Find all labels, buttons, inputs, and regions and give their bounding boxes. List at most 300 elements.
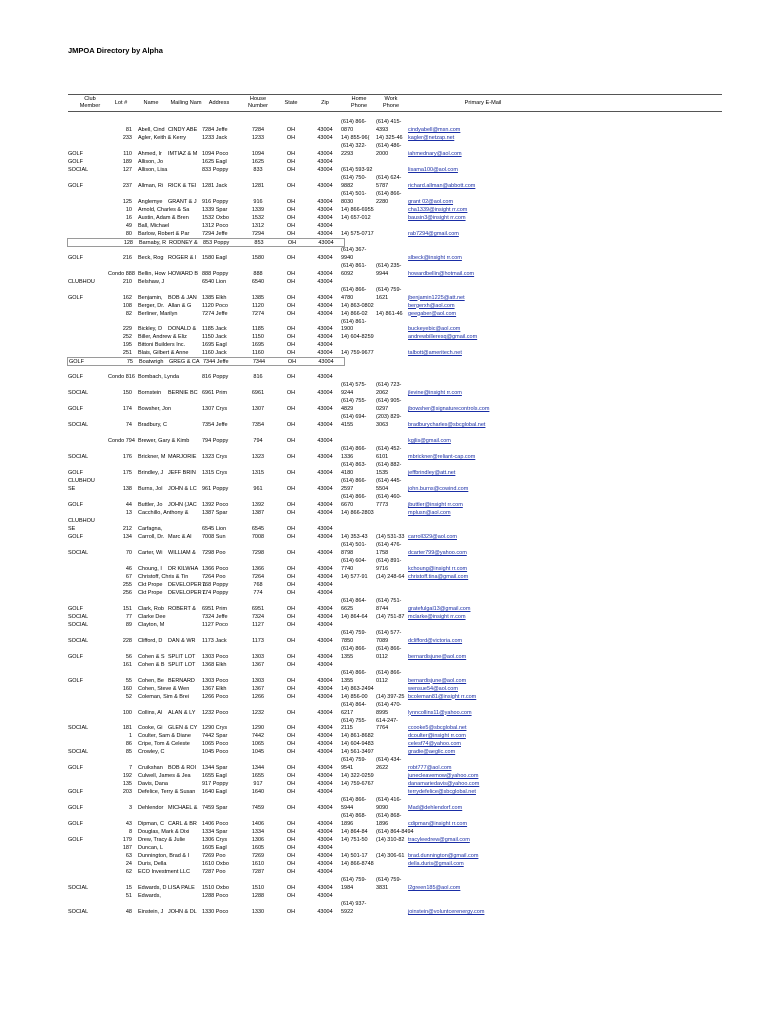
cell-addr: 6951 Prim	[202, 605, 228, 612]
cell-state: OH	[286, 502, 296, 509]
cell-state: OH	[286, 374, 296, 381]
cell-email[interactable]: jbuttler@insight rr.com	[408, 502, 463, 509]
cell-zip: 43004	[317, 685, 333, 692]
cell-house: 1185	[252, 326, 264, 333]
header-club-member: Club Member	[79, 96, 101, 109]
cell-club: SE	[68, 525, 76, 532]
cell-email[interactable]: geegaber@aol.com	[408, 310, 457, 317]
cell-email[interactable]: rab7294@gmail.com	[408, 230, 459, 237]
cell-state: OH	[286, 406, 296, 413]
cell-email[interactable]: terrydefelice@sbcglobal.net	[408, 789, 476, 796]
cell-name: Cacchillo, Anthony &	[138, 510, 189, 517]
cell-email[interactable]: carroll329@aol.com	[408, 533, 457, 540]
cell-club: SOCIAL	[68, 390, 89, 397]
cell-club: SOCIAL	[68, 613, 89, 620]
cell-lot: 176	[122, 454, 132, 461]
table-row	[68, 190, 722, 198]
cell-mail: MARJORIE	[168, 454, 197, 461]
cell-zip: 43004	[317, 741, 333, 748]
cell-work: (614) 723-	[376, 382, 402, 389]
cell-email[interactable]: mplusn@aol.com	[408, 510, 451, 517]
cell-email[interactable]: mclarke@insight rr.com	[408, 613, 466, 620]
header-state: State	[284, 100, 298, 106]
cell-home: (614) 322-	[341, 142, 367, 149]
cell-addr: 1334 Spar	[202, 829, 228, 836]
cell-addr: 1173 Jack	[202, 637, 227, 644]
cell-mail: DAN & WR	[168, 637, 196, 644]
cell-email[interactable]: brad.dunnington@gmail.com	[408, 853, 479, 860]
cell-home: 4155	[341, 422, 354, 429]
cell-email[interactable]: lynncollins11@yahoo.com	[408, 709, 472, 716]
table-row	[68, 493, 722, 501]
cell-zip: 43004	[317, 661, 333, 668]
cell-addr: 7324 Jeffe	[202, 613, 228, 620]
cell-lot: 187	[122, 845, 132, 852]
cell-zip: 43004	[317, 869, 333, 876]
cell-zip: 43004	[317, 222, 333, 229]
cell-work: (614) 577-	[376, 629, 402, 636]
table-row	[68, 485, 722, 493]
cell-lot: 110	[123, 150, 132, 157]
cell-house: 917	[253, 781, 263, 788]
cell-email[interactable]: bausin3@insight rr.com	[408, 214, 466, 221]
header-address: Address	[208, 100, 230, 106]
cell-home: (614) 864-	[341, 701, 367, 708]
cell-lot: 203	[122, 789, 132, 796]
cell-house: 833	[253, 166, 263, 173]
cell-email[interactable]: andrewbilleresq@gmail.com	[408, 334, 478, 341]
cell-name: Austin, Adam & Bren	[138, 214, 189, 221]
cell-house: 768	[253, 581, 263, 588]
cell-home: 14) 561-3497	[341, 749, 374, 756]
cell-email[interactable]: dcoulter@insight rr.com	[408, 733, 466, 740]
cell-name: Collins, Al	[138, 709, 163, 716]
table-row	[68, 796, 722, 804]
cell-home: (614) 868-	[341, 813, 367, 820]
cell-work: (614) 759-	[376, 286, 402, 293]
cell-zip: 43004	[317, 605, 333, 612]
cell-club: CLUBHOU	[68, 518, 95, 524]
table-row	[68, 828, 722, 836]
table-row	[68, 230, 722, 238]
cell-addr: 1185 Jack	[202, 326, 227, 333]
cell-addr: 7269 Poo	[202, 853, 226, 860]
table-row	[68, 629, 722, 637]
table-row	[68, 860, 722, 868]
cell-name: Bellin, How	[138, 270, 166, 277]
cell-zip: 43004	[317, 909, 333, 916]
table-row	[68, 605, 722, 613]
cell-house: 1367	[251, 685, 265, 692]
cell-lot: 175	[122, 470, 132, 477]
cell-work: 9716	[376, 565, 389, 572]
cell-home: (614) 755-	[341, 717, 367, 724]
cell-state: OH	[286, 573, 296, 580]
cell-name: Bradbury, C	[138, 422, 167, 429]
cell-email[interactable]: joinstein@voluntcerenergy.com	[408, 909, 485, 916]
cell-email[interactable]: kchoung@insight rr.com	[408, 565, 468, 572]
cell-name: Davis, Dana	[138, 781, 168, 788]
cell-club: GOLF	[68, 470, 83, 477]
cell-state: OH	[286, 302, 296, 309]
table-row	[68, 541, 722, 549]
cell-club: GOLF	[68, 821, 83, 828]
cell-zip: 43004	[317, 861, 333, 868]
cell-name: Cohen & B	[138, 661, 165, 668]
cell-name: Dehlendor	[138, 805, 164, 812]
cell-email[interactable]: lisama100@aol.com	[408, 166, 458, 173]
cell-club: GOLF	[68, 374, 83, 381]
cell-home: (614) 937-	[341, 901, 367, 908]
cell-work: (614) 868-	[376, 813, 402, 820]
cell-work: 14) 325-46	[376, 134, 403, 141]
cell-state: OH	[286, 525, 296, 532]
cell-home: (614) 604-	[341, 557, 367, 564]
cell-lot: 127	[122, 166, 132, 173]
cell-work: 14) 861-46	[376, 310, 403, 317]
cell-zip: 43004	[317, 438, 333, 445]
table-row	[68, 517, 722, 525]
table-row	[68, 884, 722, 892]
cell-lot: Condo 816	[108, 374, 135, 381]
cell-name: Brewer, Gary & Kimb	[138, 438, 190, 445]
cell-name: Berliner, Marilyn	[138, 310, 178, 317]
cell-mail: CINDY ABE	[168, 126, 198, 133]
cell-addr: 916 Poppy	[202, 198, 229, 205]
cell-email[interactable]: talbott@ameritech.net	[408, 350, 462, 357]
cell-state: OH	[286, 605, 296, 612]
table-row	[68, 365, 722, 373]
cell-lot: 74	[125, 422, 132, 429]
cell-lot: 128	[123, 239, 133, 246]
cell-house: 794	[253, 438, 263, 445]
cell-work: 5787	[376, 182, 389, 189]
cell-zip: 43004	[317, 733, 333, 740]
cell-name: Arnold, Charles & Sa	[138, 206, 190, 213]
table-row	[68, 804, 722, 812]
cell-addr: 6961 Prim	[202, 390, 228, 397]
cell-email[interactable]: ccooke5@sbcglobal.net	[408, 725, 467, 732]
cell-house: 1339	[251, 206, 265, 213]
cell-home: 14) 759-9677	[341, 350, 374, 357]
cell-email[interactable]: gratefulgal13@gmail.com	[408, 605, 471, 612]
cell-name: Bornstein	[138, 390, 162, 397]
cell-house: 7298	[251, 549, 265, 556]
table-row	[68, 597, 722, 605]
cell-lot: 16	[125, 214, 132, 221]
table-row	[68, 429, 722, 437]
cell-email[interactable]: della.duris@gmail.com	[408, 861, 464, 868]
cell-addr: 1232 Poco	[202, 709, 229, 716]
cell-mail: SPLIT LOT	[168, 661, 196, 668]
table-row	[68, 908, 722, 916]
cell-zip: 43004	[318, 239, 334, 246]
cell-state: OH	[286, 861, 296, 868]
cell-house: 7264	[251, 573, 265, 580]
cell-work: 1535	[376, 470, 389, 477]
cell-club: GOLF	[68, 254, 83, 261]
cell-work: (614) 891-	[376, 557, 402, 564]
cell-email[interactable]: bergerxh@aol.com	[408, 302, 455, 309]
cell-state: OH	[286, 390, 296, 397]
cell-house: 1392	[251, 502, 265, 509]
cell-addr: 768 Poppy	[202, 581, 229, 588]
table-row	[68, 270, 722, 278]
table-row	[68, 613, 722, 621]
header-house-number: House Number	[248, 96, 268, 109]
table-row	[68, 525, 722, 533]
cell-home: 14) 322-0259	[341, 773, 374, 780]
table-row	[68, 836, 722, 844]
cell-home: 14) 353-43	[341, 533, 368, 540]
table-row	[68, 325, 722, 333]
cell-email[interactable]: junecleavemow@yahoo.com	[408, 773, 479, 780]
cell-club: GOLF	[68, 406, 83, 413]
cell-email[interactable]: buckeyebic@aol.com	[408, 326, 461, 333]
cell-addr: 833 Poppy	[202, 166, 229, 173]
table-row	[68, 820, 722, 828]
cell-home: 8030	[341, 198, 354, 205]
cell-zip: 43004	[317, 573, 333, 580]
cell-addr: 6540 Lion	[202, 278, 227, 285]
cell-lot: 46	[125, 565, 132, 572]
table-row	[68, 198, 722, 206]
cell-zip: 43004	[317, 749, 333, 756]
cell-email[interactable]: bradburycharles@sbcglobal.net	[408, 422, 486, 429]
cell-lot: 75	[126, 359, 133, 366]
cell-email[interactable]: richard.allman@abbott.com	[408, 182, 476, 189]
cell-state: OH	[286, 853, 296, 860]
cell-name: Allison, Jo	[138, 158, 164, 165]
cell-addr: 1150 Jack	[202, 334, 227, 341]
cell-zip: 43004	[317, 637, 333, 644]
cell-state: OH	[286, 789, 296, 796]
cell-zip: 43004	[317, 470, 333, 477]
cell-state: OH	[286, 909, 296, 916]
cell-home: 1984	[341, 885, 354, 892]
cell-work: 8744	[376, 605, 389, 612]
cell-email[interactable]: l2green185@aol.com	[408, 885, 461, 892]
cell-name: Bickley, D	[138, 326, 163, 333]
cell-zip: 43004	[317, 302, 333, 309]
cell-email[interactable]: gradie@aeglic.com	[408, 749, 456, 756]
cell-home: 9244	[341, 390, 354, 397]
cell-state: OH	[286, 693, 296, 700]
cell-zip: 43004	[317, 725, 333, 732]
cell-work: (614) 905-	[376, 398, 402, 405]
cell-state: OH	[286, 733, 296, 740]
cell-zip: 43004	[317, 502, 333, 509]
cell-club: SOCIAL	[68, 166, 89, 173]
table-row	[68, 844, 722, 852]
cell-email[interactable]: jbowsher@signaturecontrols.com	[408, 406, 490, 413]
cell-name: Burns, Jol	[138, 486, 163, 493]
cell-email[interactable]: john.burns@cowind.com	[408, 486, 469, 493]
cell-mail: MICHAEL &	[168, 805, 198, 812]
cell-name: Duris, Della	[138, 861, 167, 868]
cell-email[interactable]: howardbellin@hotmail.com	[408, 270, 475, 277]
cell-email[interactable]: cha1339@insight rr.com	[408, 206, 468, 213]
cell-state: OH	[286, 845, 296, 852]
cell-name: Clarke Dee	[138, 613, 166, 620]
cell-zip: 43004	[317, 837, 333, 844]
table-row	[68, 740, 722, 748]
cell-addr: 1695 Eagl	[202, 342, 227, 349]
cell-club: GOLF	[68, 158, 83, 165]
cell-lot: 256	[122, 589, 132, 596]
cell-zip: 43004	[317, 773, 333, 780]
cell-addr: 774 Poppy	[202, 589, 229, 596]
cell-home: 14) 604-9483	[341, 741, 374, 748]
cell-home: (614) 755-	[341, 398, 367, 405]
cell-mail: JOHN & LC	[168, 486, 197, 493]
cell-state: OH	[286, 150, 296, 157]
cell-state: OH	[286, 837, 296, 844]
cell-mail: ROBERT &	[168, 605, 196, 612]
cell-addr: 1323 Crys	[202, 454, 228, 461]
cell-lot: 15	[125, 885, 132, 892]
cell-email[interactable]: christoff.tina@gmail.com	[408, 573, 469, 580]
cell-email[interactable]: kagler@netzap.net	[408, 134, 455, 141]
table-row	[68, 772, 722, 780]
cell-zip: 43004	[317, 853, 333, 860]
cell-house: 1344	[251, 765, 265, 772]
cell-zip: 43004	[317, 334, 333, 341]
cell-club: GOLF	[68, 502, 83, 509]
cell-email[interactable]: bernardisjune@aol.com	[408, 677, 467, 684]
cell-email[interactable]: grant 02@aol.com	[408, 198, 454, 205]
cell-zip: 43004	[317, 709, 333, 716]
cell-email[interactable]: celesf74@yahoo.com	[408, 741, 461, 748]
cell-email[interactable]: wensue54@aol.com	[408, 685, 458, 692]
cell-zip: 43004	[317, 589, 333, 596]
cell-name: Barlow, Robert & Par	[138, 230, 190, 237]
cell-email[interactable]: dclifford@victoria.com	[408, 637, 463, 644]
table-row	[68, 812, 722, 820]
cell-zip: 43004	[317, 126, 333, 133]
cell-name: Dipman, C	[138, 821, 164, 828]
cell-state: OH	[287, 359, 297, 366]
cell-mail: JOHN (JAC	[168, 502, 197, 509]
table-row	[68, 685, 722, 693]
cell-zip: 43004	[318, 359, 334, 366]
cell-name: Blais, Gilbert & Anne	[138, 350, 189, 357]
cell-name: Clayton, M	[138, 621, 165, 628]
cell-state: OH	[286, 438, 296, 445]
cell-email[interactable]: jlevine@insight rr.com	[408, 390, 462, 397]
table-row	[68, 278, 722, 286]
cell-addr: 1281 Jack	[202, 182, 228, 189]
cell-house: 1160	[252, 350, 264, 357]
cell-house: 1640	[251, 789, 265, 796]
cell-work: 3831	[376, 885, 389, 892]
cell-name: Drew, Tracy & Julie	[138, 837, 186, 844]
cell-home: 7740	[341, 565, 354, 572]
cell-email[interactable]: bcoleman81@insight rr.com	[408, 693, 477, 700]
cell-house: 1625	[251, 158, 265, 165]
cell-addr: 7274 Jeffe	[202, 310, 228, 317]
cell-house: 1232	[251, 709, 265, 716]
cell-lot: 195	[122, 342, 132, 349]
cell-work: (614) 452-	[376, 446, 402, 453]
cell-email[interactable]: robt777@aol.com	[408, 765, 452, 772]
cell-addr: 1366 Poco	[202, 565, 229, 572]
cell-state: OH	[286, 893, 296, 900]
cell-addr: 7008 Sun	[202, 533, 226, 540]
cell-home: 14) 866-02	[341, 310, 368, 317]
table-row	[68, 892, 722, 900]
cell-mail: HOWARD B	[168, 270, 199, 277]
table-row	[68, 764, 722, 772]
cell-email[interactable]: jbenjamin1225@att.net	[408, 294, 465, 301]
cell-email[interactable]: dcarter799@yahoo.com	[408, 549, 467, 556]
cell-work: (614) 445-	[376, 478, 402, 485]
cell-work: (614) 624-	[376, 174, 402, 181]
cell-home: 1336	[341, 454, 354, 461]
cell-home: 9882	[341, 182, 354, 189]
cell-addr: 1339 Spar	[202, 206, 228, 213]
cell-home: (614) 759-	[341, 757, 367, 764]
cell-house: 7344	[252, 359, 266, 366]
cell-home: (614) 866-	[341, 494, 367, 501]
cell-email[interactable]: tracyleedrew@gmail.com	[408, 837, 470, 844]
cell-email[interactable]: iahmednary@aol.com	[408, 150, 462, 157]
cell-house: 1120	[252, 302, 264, 309]
cell-home: 14) 575-0717	[341, 230, 374, 237]
cell-zip: 43004	[317, 206, 333, 213]
table-row	[68, 661, 722, 669]
cell-name: Ckt Prope	[138, 589, 163, 596]
table-row	[68, 453, 722, 461]
cell-home: 4180	[341, 470, 354, 477]
cell-email[interactable]: slbeck@insight rr.com	[408, 254, 462, 261]
table-row	[68, 565, 722, 573]
cell-lot: 70	[125, 549, 132, 556]
cell-club: CLUBHOU	[68, 478, 95, 485]
table-row	[68, 732, 722, 740]
cell-zip: 43004	[317, 821, 333, 828]
table-row	[68, 397, 722, 405]
cell-name: Belshaw, J	[138, 278, 165, 285]
cell-email[interactable]: jeffbrindley@att.net	[408, 470, 456, 477]
table-row	[68, 310, 722, 318]
cell-name: Carter, Wi	[138, 549, 163, 556]
cell-email[interactable]: Mad@dehlendorf.com	[408, 805, 463, 812]
cell-email[interactable]: cdipman@insight rr.com	[408, 821, 468, 828]
cell-email[interactable]: bernardisjune@aol.com	[408, 653, 467, 660]
cell-email[interactable]: cindyabell@msn.com	[408, 126, 461, 133]
cell-zip: 43004	[317, 677, 333, 684]
cell-work: 2062	[376, 390, 389, 397]
table-row	[68, 142, 722, 150]
cell-home: (614) 759-	[341, 629, 367, 636]
table-row	[68, 724, 722, 732]
cell-name: Edwards,	[138, 893, 161, 900]
cell-email[interactable]: kgjlis@gmail.com	[408, 438, 451, 445]
cell-email[interactable]: danamariedavis@yahoo.com	[408, 781, 480, 788]
cell-lot: 108	[122, 302, 132, 309]
cell-mail: BERNARD	[168, 677, 195, 684]
cell-state: OH	[287, 239, 297, 246]
cell-email[interactable]: mbrickner@reliant-cap.com	[408, 454, 476, 461]
cell-addr: 1307 Crys	[202, 406, 228, 413]
cell-lot: 44	[125, 502, 132, 509]
cell-house: 1695	[251, 342, 265, 349]
cell-home: 1900	[341, 326, 354, 333]
cell-state: OH	[286, 294, 296, 301]
cell-state: OH	[286, 581, 296, 588]
cell-lot: 161	[122, 661, 132, 668]
